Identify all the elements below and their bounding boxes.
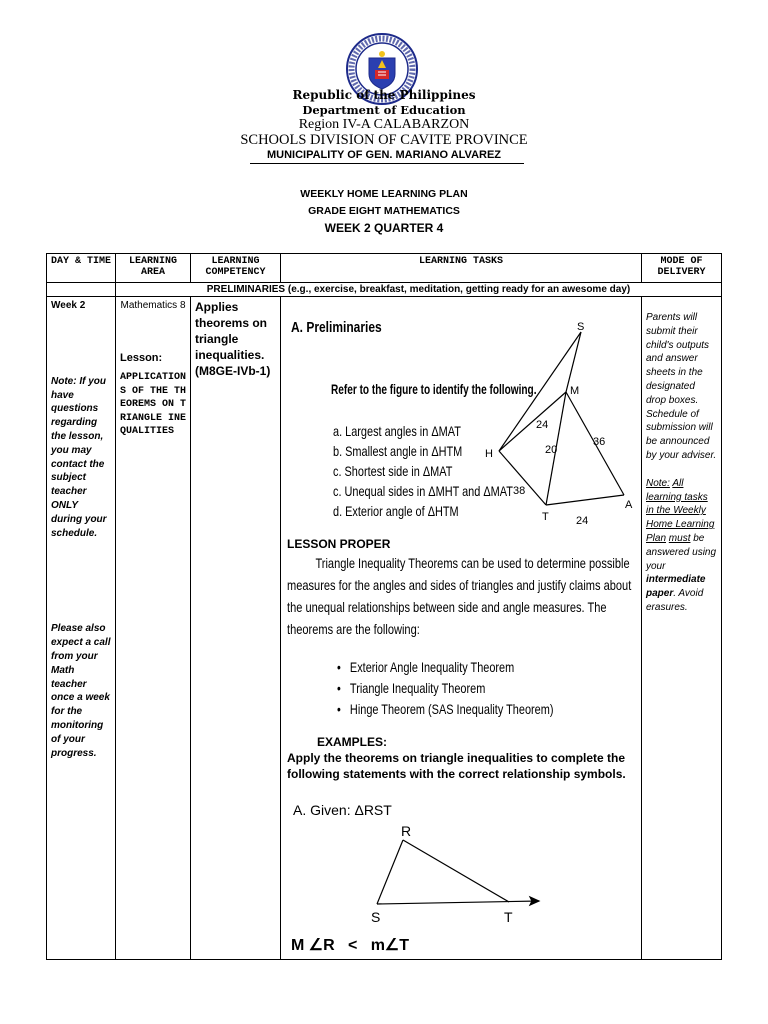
lesson-label: Lesson:: [120, 352, 163, 364]
ray-st: [377, 901, 539, 904]
theorem-text: Hinge Theorem (SAS Inequality Theorem): [349, 701, 554, 717]
vertex-h-label: H: [485, 448, 493, 460]
vertex-s-label: S: [371, 909, 381, 925]
prelim-item: c. Unequal sides in ΔMHT and ΔMAT: [333, 483, 513, 499]
side-ma-value: 36: [593, 436, 606, 448]
arrow-icon: [530, 897, 539, 905]
day-time-cell: [47, 297, 116, 960]
learning-area-cell: [116, 297, 191, 960]
figure-instruction: Refer to the figure to identify the following.: [331, 381, 537, 397]
theorem-item: [337, 678, 553, 699]
answer-note: [646, 477, 717, 615]
header-learning-tasks: LEARNING TASKS: [281, 254, 642, 283]
header-learning-competency: LEARNING COMPETENCY: [191, 254, 281, 283]
competency-text: Applies theorems on triangle inequalities.: [195, 300, 268, 362]
note-tasks: All learning tasks in the Weekly Home Learning Plan: [646, 477, 715, 544]
bullet-icon: •: [337, 701, 350, 717]
subject-label: Mathematics 8: [120, 300, 186, 311]
bullet-icon: •: [337, 680, 350, 696]
preliminaries-row: PRELIMINARIES (e.g., exercise, breakfast, meditation, getting ready for an awesome day): [116, 283, 722, 297]
theorem-text: Triangle Inequality Theorem: [349, 680, 486, 696]
empty-cell: [47, 283, 116, 297]
prelim-item: c. Shortest side in ΔMAT: [333, 463, 453, 479]
vertex-t-label: T: [542, 511, 549, 523]
learning-plan-table: [46, 253, 722, 960]
theorem-item: [337, 657, 553, 678]
learning-tasks-cell: [281, 297, 642, 960]
vertex-s-label: S: [577, 321, 585, 333]
vertex-m-label: M: [570, 385, 580, 397]
contact-note: Note: If you have questions regarding the lesson, you may contact the subject teacher ONLY during your schedule.: [51, 375, 107, 539]
triangle-figure: [481, 317, 641, 542]
bullet-icon: •: [337, 659, 350, 675]
region-line: Region IV-A CALABARZON: [298, 117, 470, 132]
submission-note: Parents will submit their child's outputs and answer sheets in the designated drop boxes. Schedule of submission will be announced by your adviser.: [646, 312, 717, 461]
header-mode-of-delivery: MODE OF DELIVERY: [642, 254, 722, 283]
segment-hm: [499, 392, 566, 451]
examples-text: Apply the theorems on triangle inequalities to complete the following statements with the correct relationship symbols.: [287, 751, 626, 781]
prelim-item: b. Smallest angle in ΔHTM: [333, 443, 463, 459]
prelim-item: d. Exterior angle of ΔHTM: [333, 503, 459, 519]
plan-title: WEEKLY HOME LEARNING PLAN: [300, 188, 468, 200]
preliminaries-heading: A. Preliminaries: [291, 319, 382, 336]
note-must: must: [668, 532, 691, 544]
week-title: WEEK 2 QUARTER 4: [324, 221, 444, 235]
segment-sm: [566, 332, 581, 392]
lesson-proper-text: Triangle Inequality Theorems can be used to determine possible measures for the angles and sides of triangles and justify claims about the unequal relationships between side and angle measures. The theorems are the following:: [287, 555, 632, 637]
side-ht-value: 38: [513, 485, 526, 497]
side-hm-value: 24: [536, 419, 549, 431]
week-label: Week 2: [51, 300, 86, 311]
republic-line: Republic of the Philippines: [292, 88, 476, 102]
mode-of-delivery-cell: [642, 297, 722, 960]
given-label: A. Given: ΔRST: [293, 802, 392, 818]
note-paper: intermediate paper: [646, 574, 706, 600]
grade-title: GRADE EIGHT MATHEMATICS: [308, 205, 460, 217]
vertex-t-label: T: [504, 909, 513, 925]
theorem-list: [337, 657, 615, 720]
note-end: . Avoid erasures.: [646, 588, 704, 613]
segment-rs: [377, 840, 403, 904]
theorem-text: Exterior Angle Inequality Theorem: [349, 659, 515, 675]
lesson-proper-heading: LESSON PROPER: [287, 537, 391, 551]
monitoring-note: Please also expect a call from your Math teacher once a week for the monitoring of your progress.: [51, 623, 111, 759]
triangle-rst-figure: [361, 822, 561, 932]
examples-heading: EXAMPLES:: [317, 735, 388, 749]
prelim-item: a. Largest angles in ΔMAT: [333, 423, 461, 439]
department-line: Department of Education: [302, 103, 466, 117]
header-divider: [250, 163, 524, 164]
theorem-item: [337, 699, 553, 720]
side-mt-value: 20: [545, 444, 558, 456]
vertex-r-label: R: [401, 823, 412, 839]
competency-cell: [191, 297, 281, 960]
side-ta-value: 24: [576, 515, 589, 527]
header-day-time: DAY & TIME: [47, 254, 116, 283]
competency-code: (M8GE-IVb-1): [195, 364, 271, 378]
note-label: Note:: [646, 477, 670, 489]
segment-ta: [546, 495, 624, 505]
division-line: SCHOOLS DIVISION OF CAVITE PROVINCE: [240, 132, 528, 148]
lesson-title: APPLICATIONS OF THE THEOREMS ON TRIANGLE INEQUALITIES: [120, 372, 187, 437]
note-mid: be answered using your: [646, 532, 717, 572]
segment-rt: [403, 840, 509, 902]
vertex-a-label: A: [625, 499, 633, 511]
municipality-line: MUNICIPALITY OF GEN. MARIANO ALVAREZ: [266, 149, 502, 161]
segment-sh: [499, 332, 581, 451]
example-answer: M ∠R < m∠T: [291, 937, 410, 954]
header-learning-area: LEARNING AREA: [116, 254, 191, 283]
